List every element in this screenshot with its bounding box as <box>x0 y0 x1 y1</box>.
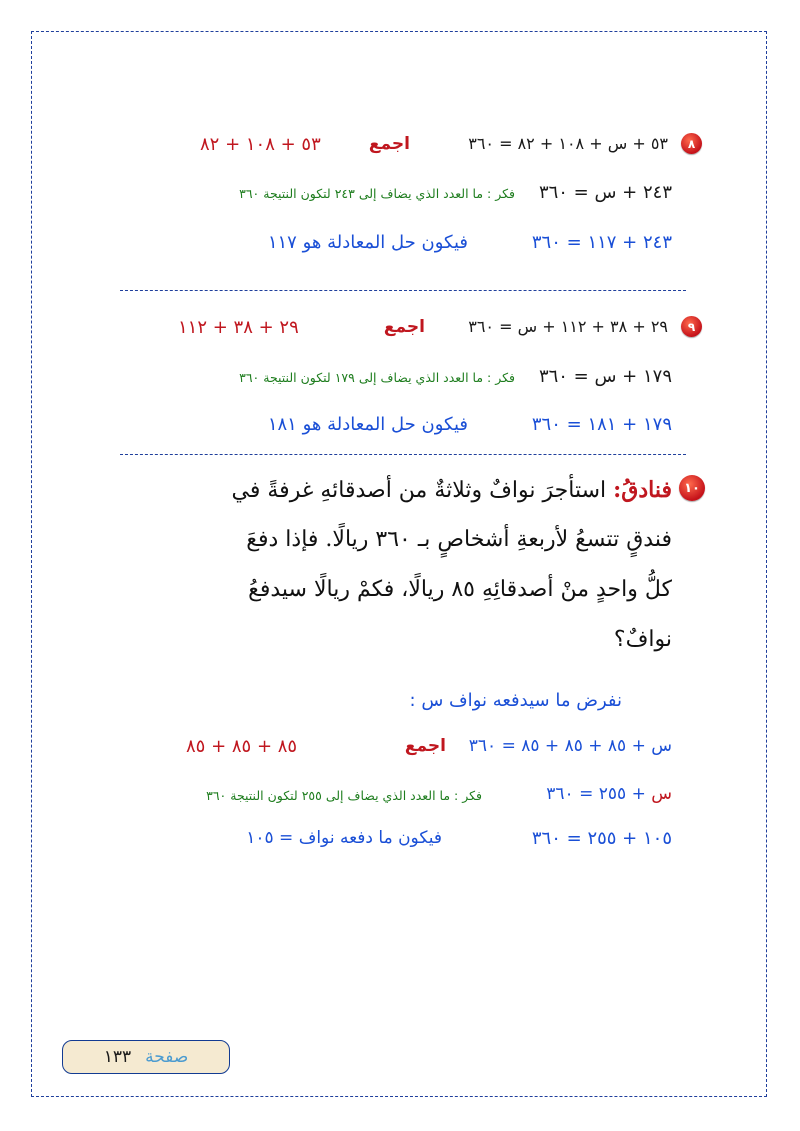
problem-10-simplified-expr: + ٢٥٥ = ٣٦٠ <box>546 784 646 804</box>
problem-8-equation: ٥٣ + س + ١٠٨ + ٨٢ = ٣٦٠ <box>468 134 668 153</box>
problem-10-title: فنادقُ: <box>613 477 672 503</box>
problem-10-simplified <box>546 784 672 804</box>
problem-9-equation: ٢٩ + ٣٨ + ١١٢ + س = ٣٦٠ <box>468 317 668 336</box>
divider-2 <box>120 454 686 455</box>
page-label: صفحة <box>145 1047 189 1067</box>
problem-8-check: ٢٤٣ + ١١٧ = ٣٦٠ <box>531 232 672 253</box>
story-line-3: كلُّ واحدٍ منْ أصدقائِهِ ٨٥ ريالًا، فكمْ ريالًا سيدفعُ <box>248 577 672 602</box>
problem-10-result: فيكون ما دفعه نواف = ١٠٥ <box>246 828 442 848</box>
story-line-4: نوافٌ؟ <box>613 627 672 652</box>
problem-8-badge <box>681 133 702 154</box>
story-line-1 <box>152 470 672 520</box>
problem-10-number: ١٠ <box>684 480 700 496</box>
problem-10-story <box>152 470 672 670</box>
problem-8-sum-label: اجمع <box>368 134 410 154</box>
story-text-1: استأجرَ نوافٌ وثلاثةٌ من أصدقائهِ غرفةً في <box>231 478 607 503</box>
problem-10-assumption: نفرض ما سيدفعه نواف س : <box>409 690 622 711</box>
problem-9-sum-label: اجمع <box>383 317 425 337</box>
problem-9-result: فيكون حل المعادلة هو ١٨١ <box>267 414 468 435</box>
page-number-badge <box>62 1040 230 1074</box>
problem-9-think: فكر : ما العدد الذي يضاف إلى ١٧٩ لتكون النتيجة ٣٦٠ <box>239 370 515 385</box>
story-line-2: فندقٍ تتسعُ لأربعةِ أشخاصٍ بـ ٣٦٠ ريالًا. فإذا دفعَ <box>246 527 672 552</box>
problem-10-sum-label: اجمع <box>404 736 446 756</box>
problem-8-think: فكر : ما العدد الذي يضاف إلى ٢٤٣ لتكون النتيجة ٣٦٠ <box>239 186 515 201</box>
divider-1 <box>120 290 686 291</box>
problem-10-badge <box>679 475 705 501</box>
problem-10-check: ١٠٥ + ٢٥٥ = ٣٦٠ <box>531 828 672 849</box>
problem-10-variable: س <box>651 784 672 804</box>
page-number: ١٣٣ <box>103 1047 132 1067</box>
problem-10-sum-expression: ٨٥ + ٨٥ + ٨٥ <box>186 736 298 757</box>
problem-10-equation: س + ٨٥ + ٨٥ + ٨٥ = ٣٦٠ <box>468 736 672 756</box>
problem-9-check: ١٧٩ + ١٨١ = ٣٦٠ <box>531 414 672 435</box>
problem-8-number: ٨ <box>687 136 696 151</box>
problem-9-sum-expression: ٢٩ + ٣٨ + ١١٢ <box>178 317 299 338</box>
problem-9-number: ٩ <box>687 319 696 334</box>
problem-9-simplified: ١٧٩ + س = ٣٦٠ <box>538 366 672 387</box>
problem-8-result: فيكون حل المعادلة هو ١١٧ <box>267 232 468 253</box>
problem-8-sum-expression: ٥٣ + ١٠٨ + ٨٢ <box>200 134 321 155</box>
problem-10-think: فكر : ما العدد الذي يضاف إلى ٢٥٥ لتكون النتيجة ٣٦٠ <box>206 788 482 803</box>
problem-8-simplified: ٢٤٣ + س = ٣٦٠ <box>538 182 672 203</box>
problem-9-badge <box>681 316 702 337</box>
